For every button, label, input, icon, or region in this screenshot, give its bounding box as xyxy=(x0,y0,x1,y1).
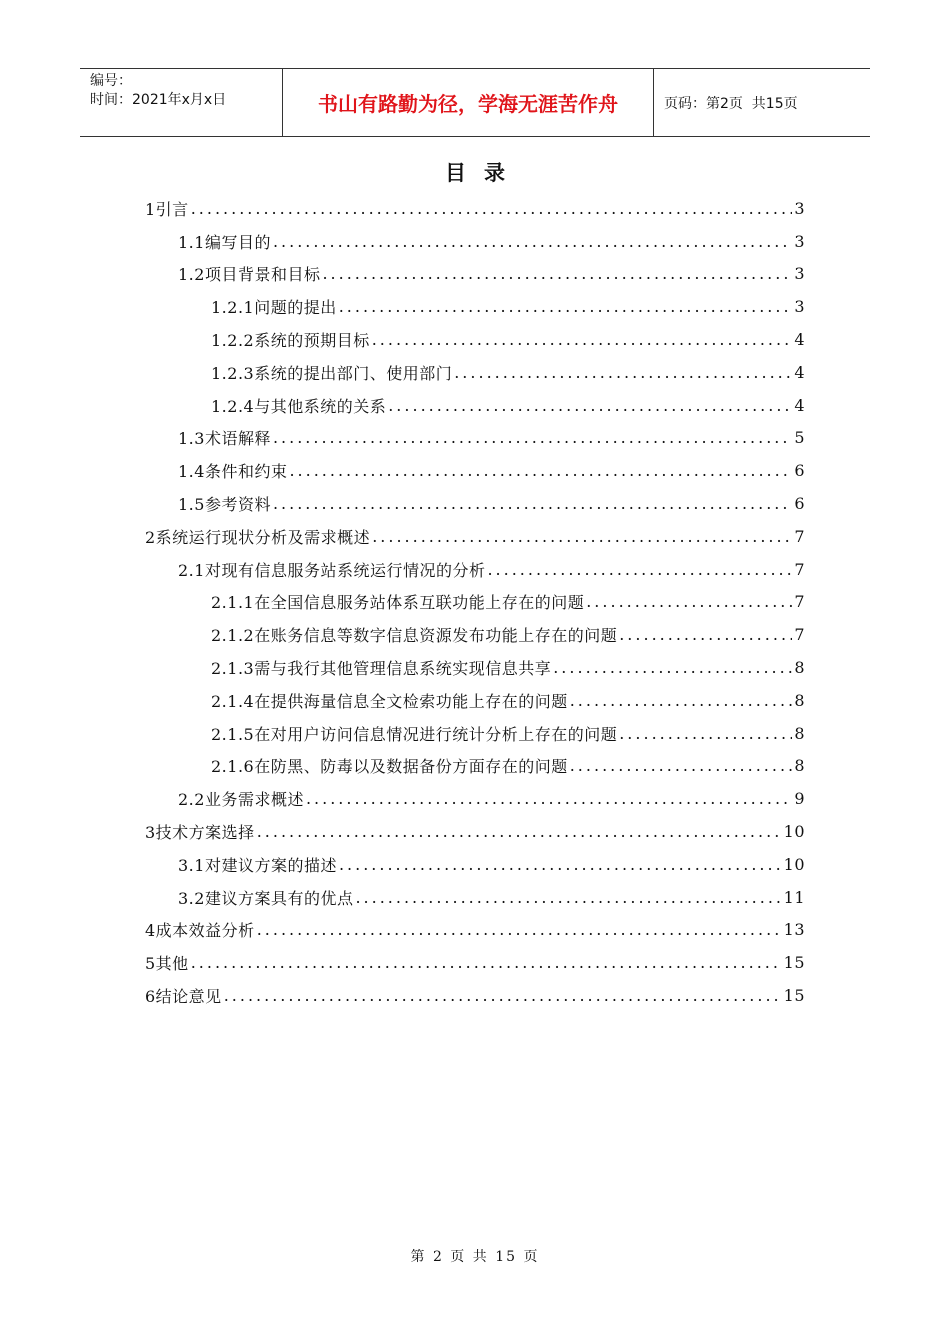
toc-entry-page: 8 xyxy=(794,690,805,710)
toc-leader-dots xyxy=(586,592,792,611)
toc-entry-label: 2.1.4在提供海量信息全文检索功能上存在的问题 xyxy=(211,691,568,711)
toc-leader-dots xyxy=(619,724,792,743)
toc-entry-label: 1.1编写目的 xyxy=(178,232,271,252)
toc-entry-page: 4 xyxy=(794,362,805,382)
toc-entry[interactable] xyxy=(145,422,805,455)
header-meta xyxy=(80,69,282,136)
toc-entry-label: 3.2建议方案具有的优点 xyxy=(178,888,354,908)
toc-entry-page: 15 xyxy=(783,986,805,1006)
toc-entry[interactable] xyxy=(145,782,805,815)
footer-page-number: 第 2 页 共 15 页 xyxy=(410,1249,540,1265)
table-of-contents xyxy=(145,192,805,1012)
document-number-label: 编号： xyxy=(90,73,132,89)
toc-entry[interactable] xyxy=(145,618,805,651)
toc-entry-label: 2.1.3需与我行其他管理信息系统实现信息共享 xyxy=(211,659,552,679)
toc-entry-page: 10 xyxy=(783,822,805,842)
toc-leader-dots xyxy=(339,855,782,874)
toc-leader-dots xyxy=(224,986,782,1005)
toc-leader-dots xyxy=(273,428,792,447)
toc-entry-page: 6 xyxy=(794,494,805,514)
toc-leader-dots xyxy=(306,789,792,808)
toc-entry-page: 6 xyxy=(794,461,805,481)
toc-entry[interactable] xyxy=(145,258,805,291)
toc-entry-label: 1.4条件和约束 xyxy=(178,462,288,482)
toc-entry[interactable] xyxy=(145,487,805,520)
toc-entry[interactable] xyxy=(145,914,805,947)
toc-entry[interactable] xyxy=(145,290,805,323)
toc-entry[interactable] xyxy=(145,520,805,553)
toc-entry-label: 1.2项目背景和目标 xyxy=(178,265,321,285)
toc-entry[interactable] xyxy=(145,192,805,225)
toc-leader-dots xyxy=(570,756,793,775)
toc-entry-page: 7 xyxy=(794,592,805,612)
toc-entry[interactable] xyxy=(145,323,805,356)
toc-entry-label: 1引言 xyxy=(145,199,189,219)
toc-entry-page: 13 xyxy=(783,920,805,940)
toc-entry[interactable] xyxy=(145,651,805,684)
header-page-info xyxy=(654,69,870,136)
toc-entry[interactable] xyxy=(145,356,805,389)
toc-leader-dots xyxy=(553,658,792,677)
toc-leader-dots xyxy=(289,461,792,480)
toc-entry-label: 1.5参考资料 xyxy=(178,495,271,515)
toc-leader-dots xyxy=(191,199,793,218)
toc-leader-dots xyxy=(388,396,792,415)
toc-entry[interactable] xyxy=(145,979,805,1012)
toc-leader-dots xyxy=(570,691,793,710)
toc-leader-dots xyxy=(257,920,782,939)
toc-leader-dots xyxy=(339,297,793,316)
toc-entry[interactable] xyxy=(145,946,805,979)
toc-leader-dots xyxy=(257,822,782,841)
toc-entry[interactable] xyxy=(145,750,805,783)
toc-entry[interactable] xyxy=(145,815,805,848)
toc-entry-label: 1.2.3系统的提出部门、使用部门 xyxy=(211,363,453,383)
toc-entry-page: 4 xyxy=(794,395,805,415)
toc-entry-page: 9 xyxy=(794,789,805,809)
toc-entry-page: 3 xyxy=(794,264,805,284)
toc-entry-page: 8 xyxy=(794,658,805,678)
toc-leader-dots xyxy=(273,232,792,251)
toc-entry-page: 3 xyxy=(794,231,805,251)
toc-entry[interactable] xyxy=(145,225,805,258)
toc-entry-label: 4成本效益分析 xyxy=(145,921,255,941)
toc-entry[interactable] xyxy=(145,881,805,914)
toc-entry-label: 1.3术语解释 xyxy=(178,429,271,449)
toc-entry-page: 8 xyxy=(794,756,805,776)
toc-entry-page: 10 xyxy=(783,854,805,874)
page-header xyxy=(80,68,870,137)
toc-entry-page: 5 xyxy=(794,428,805,448)
toc-entry-label: 3技术方案选择 xyxy=(145,823,255,843)
toc-entry-label: 2.1.5在对用户访问信息情况进行统计分析上存在的问题 xyxy=(211,724,618,744)
toc-entry-page: 3 xyxy=(794,198,805,218)
toc-entry-page: 3 xyxy=(794,297,805,317)
toc-leader-dots xyxy=(273,494,792,513)
toc-entry-page: 11 xyxy=(783,887,805,907)
toc-entry-page: 4 xyxy=(794,330,805,350)
toc-leader-dots xyxy=(487,560,792,579)
header-page-info-text: 页码：第2页 共15页 xyxy=(664,95,798,112)
toc-entry[interactable] xyxy=(145,684,805,717)
toc-leader-dots xyxy=(372,527,792,546)
toc-entry-page: 7 xyxy=(794,526,805,546)
toc-leader-dots xyxy=(355,888,781,907)
page-footer xyxy=(0,1246,950,1266)
toc-title: 目录 xyxy=(445,160,523,185)
toc-entry-page: 15 xyxy=(783,953,805,973)
toc-entry-page: 7 xyxy=(794,559,805,579)
document-time-label: 时间：2021年x月x日 xyxy=(90,92,227,108)
toc-entry[interactable] xyxy=(145,717,805,750)
toc-leader-dots xyxy=(454,363,792,382)
toc-entry-label: 2.1.2在账务信息等数字信息资源发布功能上存在的问题 xyxy=(211,626,618,646)
toc-entry-label: 2.1对现有信息服务站系统运行情况的分析 xyxy=(178,560,486,580)
toc-entry-label: 1.2.4与其他系统的关系 xyxy=(211,396,387,416)
toc-entry-label: 2.1.1在全国信息服务站体系互联功能上存在的问题 xyxy=(211,593,585,613)
toc-leader-dots xyxy=(322,264,792,283)
toc-entry-label: 2系统运行现状分析及需求概述 xyxy=(145,527,371,547)
toc-entry-label: 1.2.2系统的预期目标 xyxy=(211,331,370,351)
toc-entry[interactable] xyxy=(145,586,805,619)
toc-entry-label: 5其他 xyxy=(145,954,189,974)
toc-leader-dots xyxy=(191,953,782,972)
toc-leader-dots xyxy=(619,625,792,644)
toc-entry-page: 8 xyxy=(794,723,805,743)
toc-entry-label: 3.1对建议方案的描述 xyxy=(178,855,337,875)
toc-entry-label: 6结论意见 xyxy=(145,987,222,1007)
toc-entry[interactable] xyxy=(145,848,805,881)
toc-entry[interactable] xyxy=(145,454,805,487)
header-motto: 书山有路勤为径，学海无涯苦作舟 xyxy=(282,69,654,136)
toc-entry-label: 2.2业务需求概述 xyxy=(178,790,304,810)
toc-entry[interactable] xyxy=(145,553,805,586)
toc-leader-dots xyxy=(372,330,793,349)
toc-entry[interactable] xyxy=(145,389,805,422)
toc-entry-page: 7 xyxy=(794,625,805,645)
toc-entry-label: 2.1.6在防黑、防毒以及数据备份方面存在的问题 xyxy=(211,757,568,777)
toc-entry-label: 1.2.1问题的提出 xyxy=(211,298,337,318)
